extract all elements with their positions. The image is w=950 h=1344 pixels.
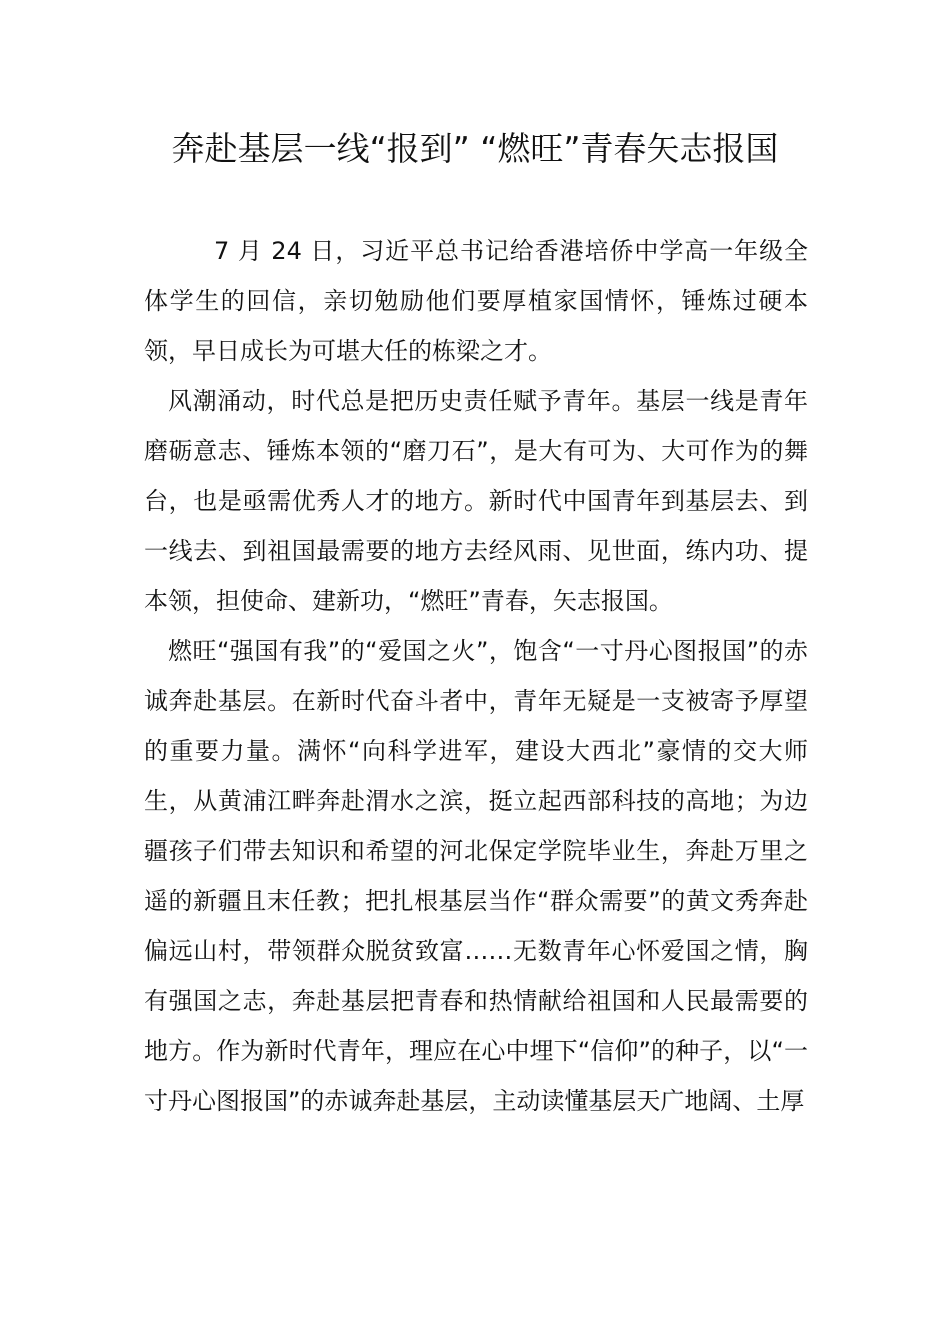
paragraph-2: 风潮涌动，时代总是把历史责任赋予青年。基层一线是青年磨砺意志、锤炼本领的“磨刀石”，是大有可为、大可作为的舞台，也是亟需优秀人才的地方。新时代中国青年到基层去、到一线去、到祖国最需要的地方去经风雨、见世面，练内功、提本领，担使命、建新功，“燃旺”青春，矢志报国。 <box>144 387 808 615</box>
paragraph-3: 燃旺“强国有我”的“爱国之火”，饱含“一寸丹心图报国”的赤诚奔赴基层。在新时代奋斗者中，青年无疑是一支被寄予厚望的重要力量。满怀“向科学进军，建设大西北”豪情的交大师生，从黄浦江畔奔赴渭水之滨，挺立起西部科技的高地；为边疆孩子们带去知识和希望的河北保定学院毕业生，奔赴万里之遥的新疆且末任教；把扎根基层当作“群众需要”的黄文秀奔赴偏远山村，带领群众脱贫致富……无数青年心怀爱国之情，胸有强国之志，奔赴基层把青春和热情献给祖国和人民最需要的地方。作为新时代青年，理应在心中埋下“信仰”的种子，以“一寸丹心图报国”的赤诚奔赴基层，主动读懂基层天广地阔、土厚 <box>144 637 808 1115</box>
document-body <box>144 226 808 1126</box>
paragraph-1: 7 月 24 日，习近平总书记给香港培侨中学高一年级全体学生的回信，亲切勉励他们要厚植家国情怀，锤炼过硬本领，早日成长为可堪大任的栋梁之才。 <box>144 237 808 365</box>
document-title: 奔赴基层一线“报到” “燃旺”青春矢志报国 <box>171 129 779 168</box>
